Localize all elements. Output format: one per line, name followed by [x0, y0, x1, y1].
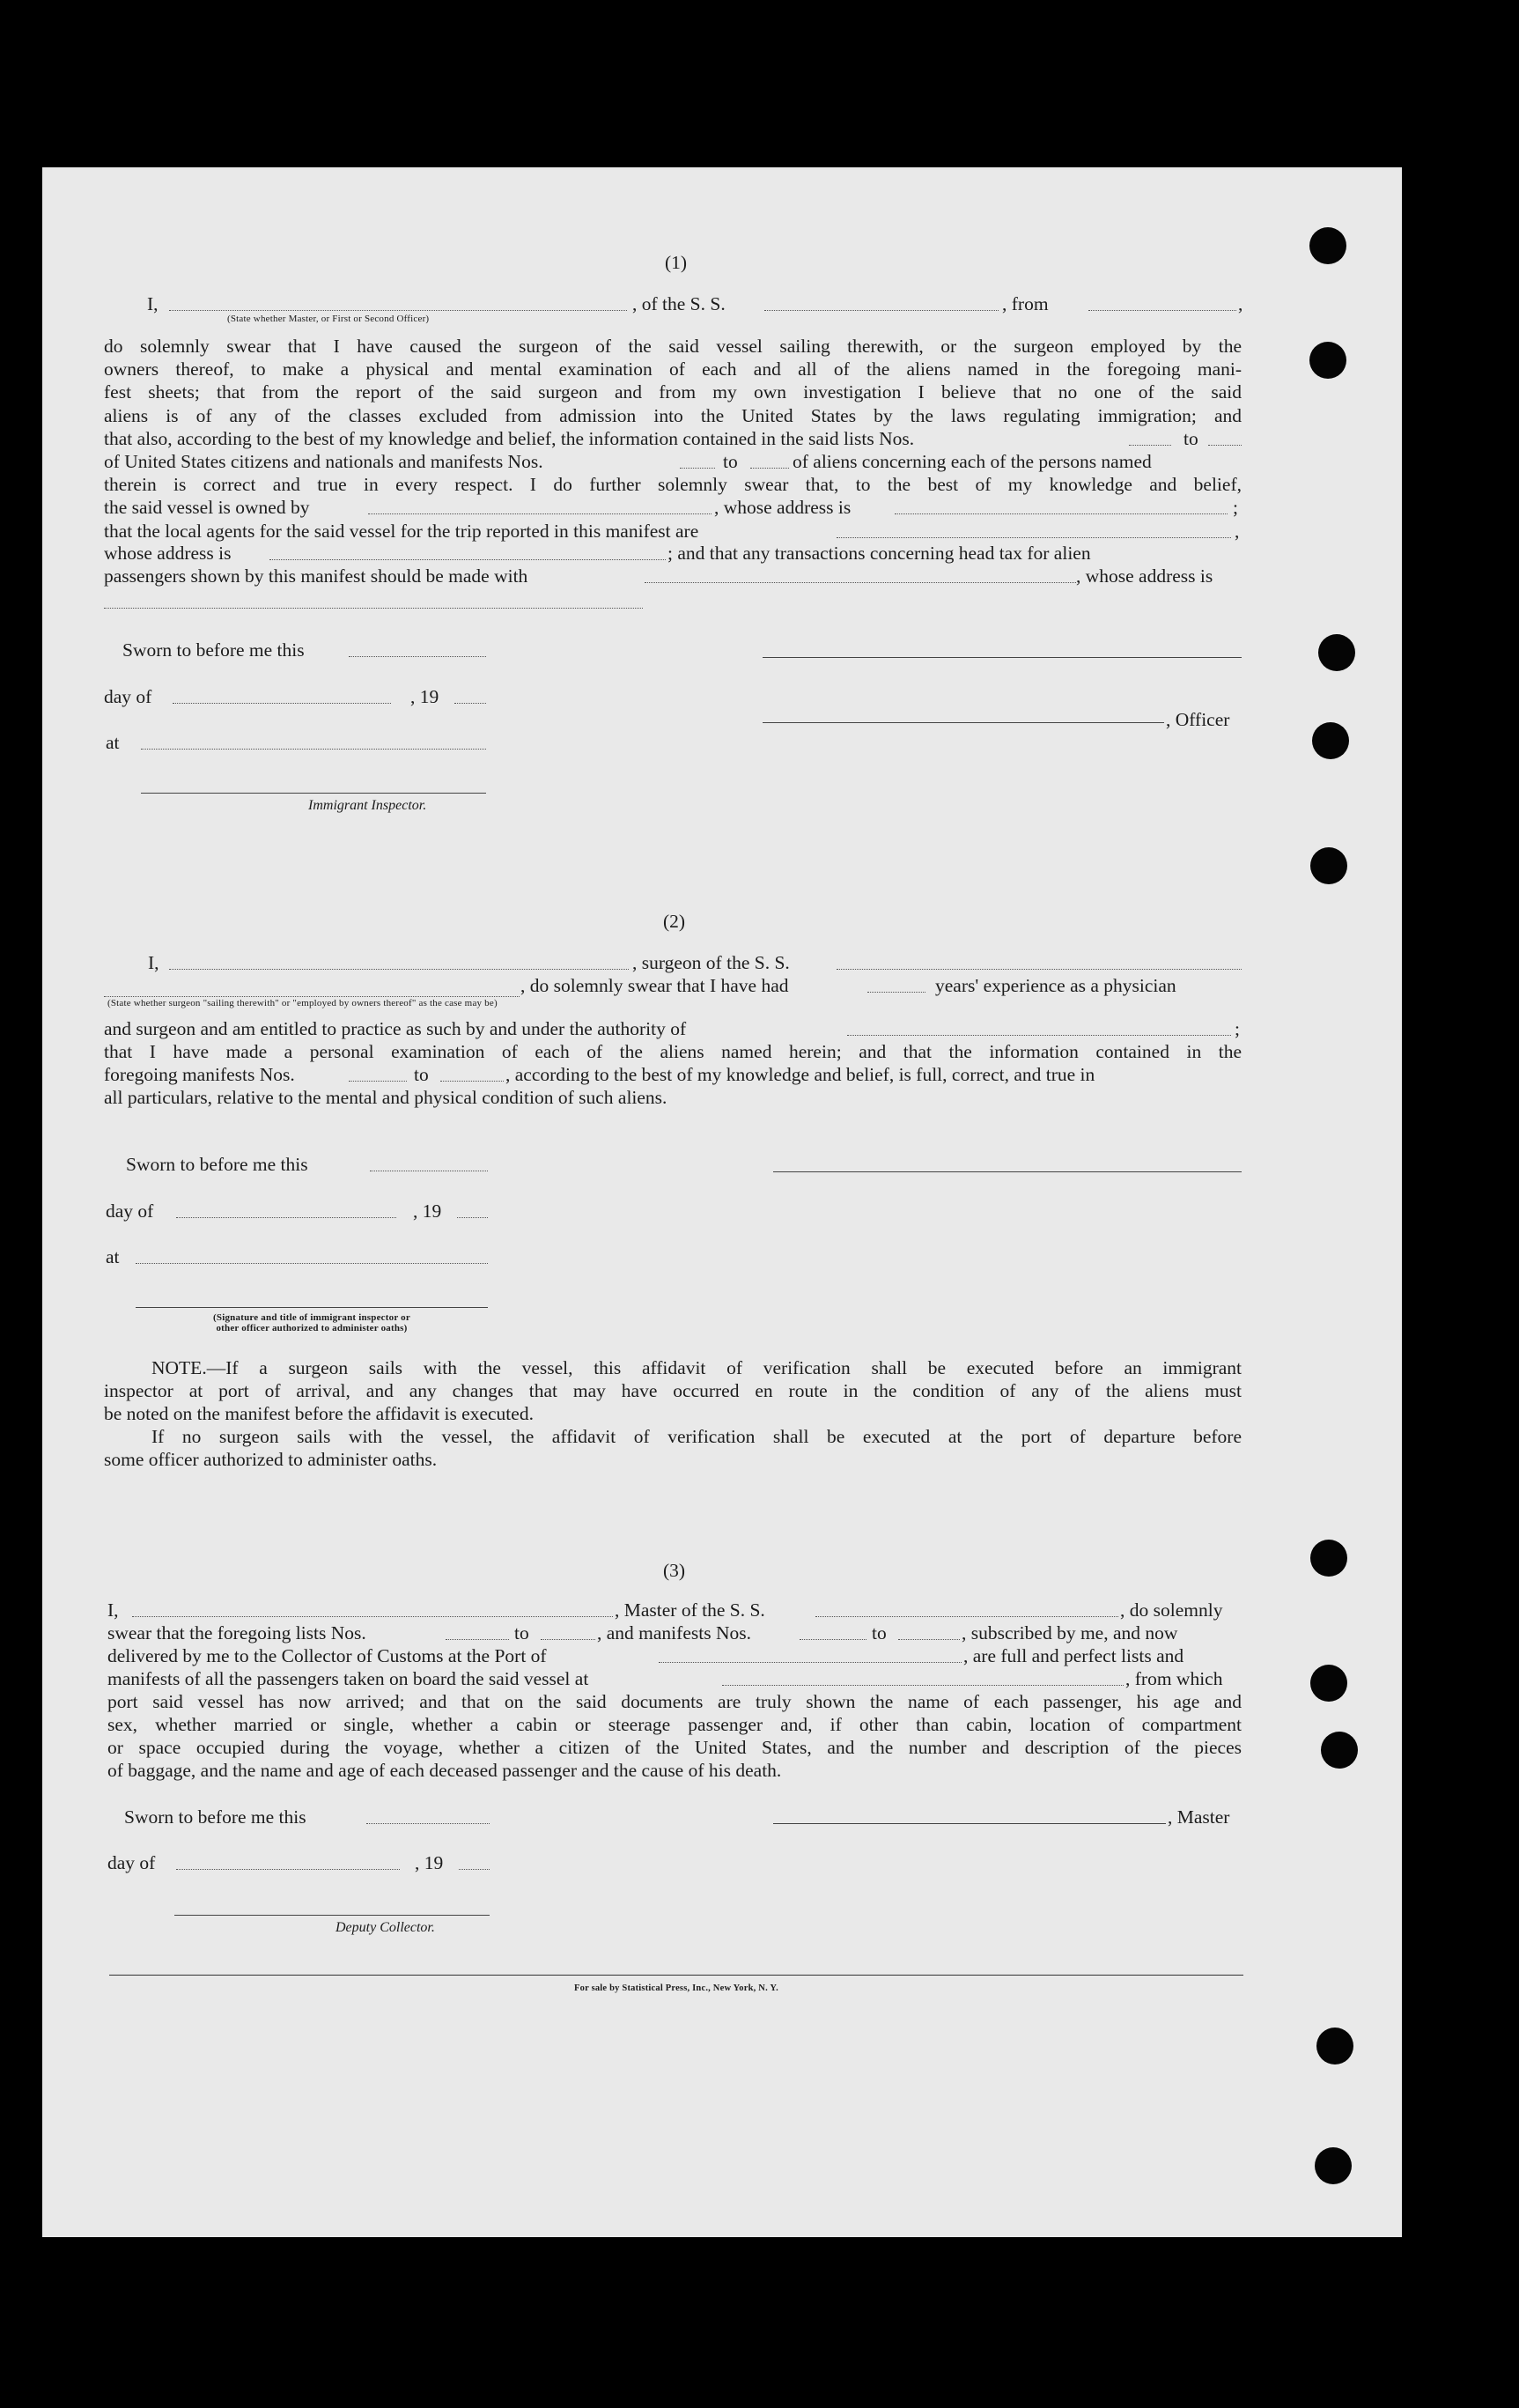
s3-year-field[interactable]: [459, 1869, 490, 1870]
s3-collector-label: delivered by me to the Collector of Customs at the Port of: [107, 1645, 547, 1666]
s1-head-tax-address-label: , whose address is: [1076, 565, 1213, 587]
s2-signature-note: [136, 1312, 488, 1333]
section-3-number: (3): [663, 1560, 686, 1581]
s1-agents-field[interactable]: [837, 537, 1231, 538]
s1-lists-from-field[interactable]: [1129, 445, 1171, 446]
s1-body-line-7: [104, 473, 1242, 496]
s2-surgeon-name-field[interactable]: [169, 969, 629, 970]
note-line: be noted on the manifest before the affidavit is executed.: [104, 1403, 534, 1424]
s1-head-tax-text: ; and that any transactions concerning head tax for alien: [667, 543, 1091, 564]
s1-ship-label: , of the S. S.: [632, 293, 726, 314]
s1-officer-title-field[interactable]: [169, 310, 627, 311]
s2-authority-field[interactable]: [847, 1035, 1231, 1036]
s1-comma: ,: [1235, 521, 1240, 542]
s1-ship-name-field[interactable]: [764, 310, 999, 311]
note-line: NOTE.—If a surgeon sails with the vessel, this affidavit of verification shall be executed before an immigrant: [151, 1357, 1242, 1378]
s3-subscribed-text: , subscribed by me, and now: [962, 1622, 1178, 1643]
s1-comma: ,: [1238, 293, 1243, 314]
s3-collector-signature-line[interactable]: [174, 1915, 490, 1916]
s3-year-label: , 19: [415, 1852, 444, 1873]
s1-officer-line[interactable]: [763, 722, 1164, 723]
s2-body: [104, 1040, 1242, 1063]
s1-i-label: I,: [147, 293, 159, 314]
s2-signature-line[interactable]: [773, 1171, 1242, 1172]
s1-body-line: therein is correct and true in every respect. I do further solemnly swear that, to the best of my knowledge and belief,: [104, 474, 1242, 495]
s3-manifests-label: , and manifests Nos.: [597, 1622, 751, 1643]
s1-body: [104, 335, 1242, 427]
s1-inspector-label: Immigrant Inspector.: [308, 798, 427, 813]
s2-at-label: at: [106, 1246, 120, 1267]
s3-embark-label: manifests of all the passengers taken on board the said vessel at: [107, 1668, 589, 1689]
s3-manifests-from-field[interactable]: [800, 1639, 866, 1640]
punch-hole: [1310, 1665, 1347, 1702]
s2-day-field[interactable]: [176, 1217, 396, 1218]
s2-year-field[interactable]: [457, 1217, 488, 1218]
punch-hole: [1316, 2028, 1353, 2065]
s3-embark-port-field[interactable]: [722, 1685, 1124, 1686]
s3-collector-label: Deputy Collector.: [336, 1920, 435, 1935]
s3-master-sig-label: , Master: [1168, 1806, 1230, 1828]
s2-belief-text: , according to the best of my knowledge and belief, is full, correct, and true in: [505, 1064, 1095, 1085]
s2-day-of-label: day of: [106, 1200, 154, 1222]
s2-years-field[interactable]: [867, 992, 925, 993]
s3-perfect-lists-text: , are full and perfect lists and: [963, 1645, 1184, 1666]
s1-body-line: fest sheets; that from the report of the said surgeon and from my own investigation I believe that no one of the said: [104, 381, 1242, 403]
s2-semicolon: ;: [1235, 1018, 1240, 1039]
s2-body-line: that I have made a personal examination of each of the aliens named herein; and that the information contained in the: [104, 1041, 1242, 1062]
s2-at-field[interactable]: [136, 1263, 488, 1264]
s1-owner-address-label: , whose address is: [714, 497, 852, 518]
s1-agents-label: that the local agents for the said vessel for the trip reported in this manifest are: [104, 521, 699, 542]
s3-body: [107, 1690, 1242, 1760]
s3-lists-label: swear that the foregoing lists Nos.: [107, 1622, 366, 1643]
s2-manifests-label: foregoing manifests Nos.: [104, 1064, 295, 1085]
s2-years-text: years' experience as a physician: [935, 975, 1176, 996]
s1-body-line: do solemnly swear that I have caused the surgeon of the said vessel sailing therewith, or the surgeon employed by the: [104, 336, 1242, 357]
s1-year-field[interactable]: [454, 703, 486, 704]
s2-surgeon-note: (State whether surgeon "sailing therewith" or "employed by owners thereof" as the case may be): [107, 998, 498, 1008]
s2-i-label: I,: [148, 952, 159, 973]
s3-sworn-label: Sworn to before me this: [124, 1806, 306, 1828]
note-paragraph-1: [104, 1356, 1242, 1402]
note-line: inspector at port of arrival, and any changes that may have occurred en route in the condition of any of the aliens must: [104, 1380, 1242, 1402]
s2-body-last-line: all particulars, relative to the mental and physical condition of such aliens.: [104, 1087, 667, 1108]
s1-head-tax-address-field[interactable]: [104, 608, 643, 609]
s1-officer-note: (State whether Master, or First or Second Officer): [227, 314, 430, 324]
s3-master-signature-line[interactable]: [773, 1823, 1166, 1824]
s2-manifests-from-field[interactable]: [349, 1081, 407, 1082]
punch-hole: [1310, 847, 1347, 884]
s3-lists-from-field[interactable]: [446, 1639, 509, 1640]
s1-head-tax-agent-field[interactable]: [645, 582, 1076, 583]
s2-signature-note-line: (Signature and title of immigrant inspector or: [213, 1312, 410, 1323]
s3-lists-to-field[interactable]: [541, 1639, 595, 1640]
s2-to-label: to: [414, 1064, 429, 1085]
s1-lists-to-field[interactable]: [1208, 445, 1242, 446]
s1-lists-text: that also, according to the best of my knowledge and belief, the information contained in the said lists Nos.: [104, 428, 915, 449]
punch-hole: [1318, 634, 1355, 671]
footer-rule: [109, 1975, 1243, 1976]
s2-manifests-to-field[interactable]: [440, 1081, 504, 1082]
s3-body-line: port said vessel has now arrived; and that on the said documents are truly shown the name of each passenger, his age and: [107, 1691, 1242, 1712]
s3-day-of-label: day of: [107, 1852, 156, 1873]
s3-ship-name-field[interactable]: [815, 1616, 1118, 1617]
s2-surgeon-status-field[interactable]: [104, 996, 520, 997]
s1-agents-address-label: whose address is: [104, 543, 232, 564]
s2-inspector-signature-line[interactable]: [136, 1307, 488, 1308]
s3-day-field[interactable]: [176, 1869, 400, 1870]
s1-day-of-label: day of: [104, 686, 152, 707]
s2-swear-text: , do solemnly swear that I have had: [520, 975, 789, 996]
s1-lists-to-label: to: [1183, 428, 1198, 449]
s1-signature-line[interactable]: [763, 657, 1242, 658]
punch-hole: [1310, 1540, 1347, 1577]
s1-sworn-date-field[interactable]: [349, 656, 486, 657]
s1-semicolon: ;: [1233, 497, 1238, 518]
s1-manifests-to-label: to: [723, 451, 738, 472]
s3-body-line: or space occupied during the voyage, whether a citizen of the United States, and the number and description of the pieces: [107, 1737, 1242, 1759]
s3-master-name-field[interactable]: [132, 1616, 613, 1617]
s1-body-line: aliens is of any of the classes excluded from admission into the United States by the laws regulating immigration; and: [104, 404, 1242, 426]
s1-owned-label: the said vessel is owned by: [104, 497, 310, 518]
s1-passengers-label: passengers shown by this manifest should be made with: [104, 565, 528, 587]
s2-ship-name-field[interactable]: [837, 969, 1242, 970]
punch-hole: [1321, 1732, 1358, 1769]
note-paragraph-2: [151, 1425, 1242, 1448]
s1-owner-field[interactable]: [368, 513, 712, 514]
s3-body-line: sex, whether married or single, whether a cabin or steerage passenger and, if other than cabin, location of compartment: [107, 1714, 1242, 1736]
s1-officer-label: , Officer: [1166, 709, 1230, 730]
s2-sworn-label: Sworn to before me this: [126, 1154, 308, 1175]
s2-surgeon-label: , surgeon of the S. S.: [632, 952, 790, 973]
s1-from-label: , from: [1002, 293, 1049, 314]
note-line: If no surgeon sails with the vessel, the affidavit of verification shall be executed at the port of departure before: [151, 1426, 1242, 1447]
s1-manifests-from-field[interactable]: [680, 468, 715, 469]
s1-at-label: at: [106, 732, 120, 753]
s3-body-last-line: of baggage, and the name and age of each deceased passenger and the cause of his death.: [107, 1760, 782, 1781]
section-2-number: (2): [663, 911, 686, 932]
footer-publisher: For sale by Statistical Press, Inc., New York, N. Y.: [574, 1983, 778, 1993]
s1-from-field[interactable]: [1088, 310, 1236, 311]
s3-port-field[interactable]: [659, 1662, 962, 1663]
s3-solemnly-text: , do solemnly: [1120, 1599, 1223, 1621]
punch-hole: [1309, 227, 1346, 264]
s3-manifests-to-field[interactable]: [898, 1639, 960, 1640]
s1-inspector-signature-line[interactable]: [141, 793, 486, 794]
s1-manifests-to-field[interactable]: [750, 468, 789, 469]
s3-i-label: I,: [107, 1599, 119, 1621]
s1-owner-address-field[interactable]: [895, 513, 1228, 514]
s2-year-label: , 19: [413, 1200, 442, 1222]
s3-from-which-text: , from which: [1125, 1668, 1223, 1689]
s1-year-label: , 19: [410, 686, 439, 707]
punch-hole: [1315, 2147, 1352, 2184]
punch-hole: [1312, 722, 1349, 759]
s1-day-field[interactable]: [173, 703, 391, 704]
s3-master-label: , Master of the S. S.: [615, 1599, 765, 1621]
punch-hole: [1309, 342, 1346, 379]
s2-signature-note-line: other officer authorized to administer oaths): [216, 1323, 408, 1333]
s1-manifests-text: of United States citizens and nationals and manifests Nos.: [104, 451, 543, 472]
s1-at-field[interactable]: [141, 749, 486, 750]
note-line: some officer authorized to administer oaths.: [104, 1449, 438, 1470]
s1-sworn-label: Sworn to before me this: [122, 639, 305, 661]
s3-sworn-date-field[interactable]: [366, 1823, 490, 1824]
s1-aliens-text: of aliens concerning each of the persons named: [793, 451, 1152, 472]
s3-to-label: to: [514, 1622, 529, 1643]
s1-agents-address-field[interactable]: [269, 559, 666, 560]
section-1-number: (1): [665, 252, 688, 273]
s2-authority-label: and surgeon and am entitled to practice as such by and under the authority of: [104, 1018, 687, 1039]
s3-to-label: to: [872, 1622, 887, 1643]
s1-body-line: owners thereof, to make a physical and mental examination of each and all of the aliens named in the foregoing mani-: [104, 358, 1242, 380]
